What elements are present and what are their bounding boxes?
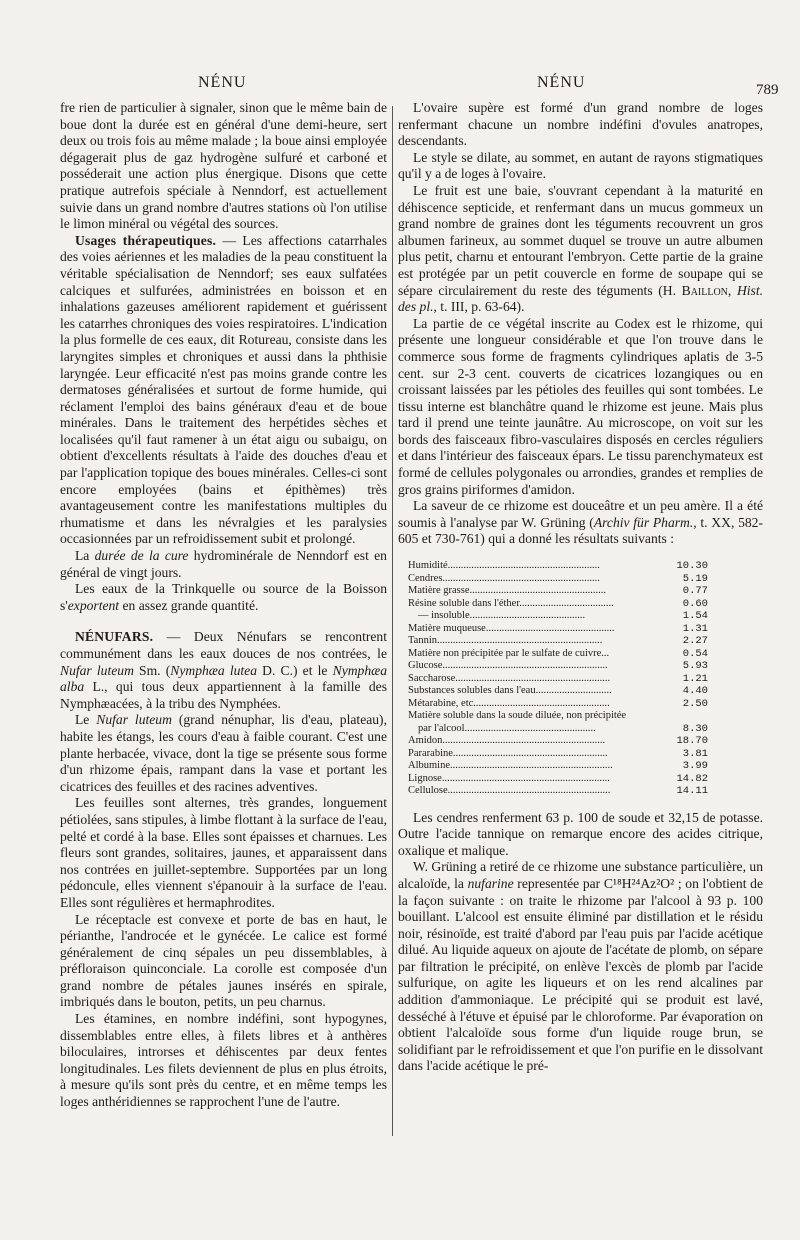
table-cell-value: 8.30 [682, 722, 708, 735]
italic-span: Hist. des pl. [398, 282, 763, 315]
table-cell-value: 14.82 [676, 772, 708, 785]
paragraph-fruit [398, 183, 763, 316]
table-cell-value: 5.19 [682, 572, 708, 585]
table-cell-value: 1.21 [682, 672, 708, 685]
paragraph-feuilles: Les feuilles sont alternes, très grandes, longuement pétiolées, sans stipules, à limbe flottant à la surface de l'eau, pelté et cordé à la base. Elles sont épaisses et charnues. Les fleurs sont grandes, solitaires, jaunes, et apparaissent dans nos contrées en juillet-septembre. Supportées par un long pédoncule, elles viennent s'épanouir à la surface de l'eau. Elles sont régulières et hermaphrodites. [60, 795, 387, 910]
table-row [408, 610, 708, 623]
table-cell-value: 3.81 [682, 747, 708, 760]
text-span: L., qui tous deux appartiennent à la famille des Nymphæacées, à la tribu des Nymphées. [60, 679, 387, 711]
paragraph-nufar-luteum [60, 712, 387, 795]
italic-span: nufarine [467, 875, 514, 891]
table-row [408, 698, 708, 711]
text-span: Le [75, 712, 97, 728]
table-row [408, 585, 708, 598]
paragraph-rhizome: La partie de ce végétal inscrite au Codex est le rhizome, qui présente une longueur considérable et que l'on trouve dans le commerce sous forme de fragments cylindriques aplatis de 3-5 cent. sur 2-3 cent. couverts de cicatrices lozangiques ou en croissant laissées par les pétioles des feuilles qui sont tombées. Le tissu interne est blanchâtre quand le rhizome est jeune. Mais plus tard il prend une teinte jaunâtre. Au microscope, on voit sur les bords des faisceaux fibro-vasculaires disposés en cercles réguliers et dans l'intérieur des faisceaux épars. Le tissu parenchymateux est formé de cellules polygonales ou arrondies, grandes et remplies de gros grains piriformes d'amidon. [398, 315, 763, 497]
italic-span: Nufar luteum [96, 712, 172, 728]
paragraph-bain-de-boue: fre rien de particulier à signaler, sinon que le même bain de boue dont la durée est en général d'une demi-heure, sert deux ou trois fois au même malade ; la boue ainsi employée dégagerait plus de gaz hydrogène sulfuré et carboné et posséderait une action plus énergique. Disons que cette pratique autrefois spéciale à Nenndorf, est actuellement suivie dans un grand nombre d'autres stations où l'on utilise le limon minéral ou végétal des sources. [60, 100, 387, 232]
text-span: La [75, 548, 95, 564]
table-row [408, 760, 708, 773]
table-cell-value: 1.31 [682, 622, 708, 635]
table-cell-value: 4.40 [682, 685, 708, 698]
paragraph-saveur [398, 498, 763, 548]
paragraph-style: Le style se dilate, au sommet, en autant de rayons stigmatiques qu'il y a de loges à l'ovaire. [398, 149, 763, 182]
table-cell-label: Amidon.............................................................. [408, 735, 606, 747]
table-cell-label: par l'alcool.................................................. [418, 722, 596, 734]
text-span: , t. III, p. 63-64). [433, 299, 525, 315]
text-span: Sm. ( [133, 662, 171, 678]
table-cell-value: 18.70 [676, 735, 708, 748]
italic-span: Nufar luteum [60, 662, 134, 678]
text-span: hydrominérale de Nenndorf est en général de vingt jours. [60, 548, 387, 580]
text-span: W. Grüning a retiré de ce rhizome une substance particulière, un alcaloïde, la [398, 859, 763, 891]
table-cell-value: 10.30 [676, 560, 708, 573]
table-cell-value: 2.27 [682, 635, 708, 648]
text-span: , t. XX, 582-605 et 730-761) qui a donné les résultats suivants : [398, 514, 763, 547]
left-column [60, 100, 387, 1111]
text-span: en assez grande quantité. [119, 597, 259, 613]
table-row [408, 673, 708, 686]
paragraph-nenufars [60, 629, 387, 712]
table-row [408, 685, 708, 698]
table-row [408, 723, 708, 736]
italic-span: exportent [67, 597, 120, 613]
text-span: representée par C¹⁸H²⁴Az²O² ; on l'obtient de la façon suivante : on traite le rhizome par l'alcool à 93 p. 100 bouillant. L'alcool est ensuite éliminé par distillation et le résidu noir, résinoïde, est traité d'abord par l'eau puis par l'acide acétique dilué. Au liquide aqueux on ajoute de l'acétate de plomb, on sépare par filtration le précipité, on enlève l'excès de plomb par l'acide sulfurique, on agite les liqueurs et on les rend alcalines par addition d'ammoniaque. Le précipité qui se produit est lavé, desséché à l'étuve et épuisé par le chloroforme. Par évaporation on obtient l'alcaloïde sous forme d'un liquide rouge brun, se solidifiant par le refroidissement et que l'on purifie en le dissolvant dans l'acide acétique le pré- [398, 875, 763, 1074]
right-running-head: NÉNU [537, 74, 586, 91]
table-row [408, 623, 708, 636]
italic-span: Archiv für Pharm. [593, 514, 694, 530]
italic-span: durée de la cure [94, 548, 189, 564]
table-cell-label: Tannin............................................................... [408, 635, 603, 647]
table-row [408, 773, 708, 786]
table-cell-value: 0.77 [682, 585, 708, 598]
text-span: La saveur de ce rhizome est douceâtre et un peu amère. Il a été soumis à l'analyse par W. Grüning ( [398, 498, 763, 530]
table-row [408, 660, 708, 673]
table-cell-label: Glucose............................................................... [408, 660, 608, 672]
table-cell-value: 0.60 [682, 597, 708, 610]
table-cell-value [676, 710, 708, 723]
table-cell-value: 5.93 [682, 660, 708, 673]
table-cell-label: Pararabine........................................................... [408, 747, 608, 759]
column-divider [392, 106, 393, 1136]
text-span: (grand nénuphar, lis d'eau, plateau), habite les étangs, les cours d'eau à faible courant. C'est une plante herbacée, vivace, dont la tige se présente sous forme d'un rhizome épais, rampant dans la vase et portant les cicatrices des feuilles et des racines adventives. [60, 712, 387, 794]
table-cell-value: 2.50 [682, 697, 708, 710]
table-cell-label: Saccharose........................................................... [408, 672, 611, 684]
table-cell-label: Lignose................................................................ [408, 772, 610, 784]
table-row [408, 710, 708, 723]
entry-heading-nenufars: NÉNUFARS. [75, 629, 154, 645]
table-row [408, 635, 708, 648]
text-span: D. C.) et le [257, 662, 333, 678]
table-cell-label: Cendres............................................................ [408, 572, 600, 584]
table-cell-value: 0.54 [682, 647, 708, 660]
page-number: 789 [756, 82, 779, 98]
table-cell-value: 3.99 [682, 760, 708, 773]
table-cell-label: Humidité.......................................................... [408, 560, 600, 572]
smallcaps-span: Baillon [681, 282, 728, 298]
table-row [408, 748, 708, 761]
table-cell-label: Cellulose.............................................................. [408, 785, 611, 797]
table-cell-label: Matière non précipitée par le sulfate de cuivre... [408, 647, 610, 659]
section-label-usages: Usages thérapeutiques. [75, 232, 217, 248]
usages-text: — Les affections catarrhales des voies aériennes et les maladies de la peau constituent la véritable spécialisation de Nenndorf; ses eaux sulfatées calciques et sulfurées, administrées en boisson et en inhalations gazeuses améliorent rapidement et guérissent les catarrhes chroniques des voies respiratoires. L'indication la plus formelle de ces eaux, dit Rotureau, consiste dans les laryngites simples et chroniques et aussi dans la phthisie laryngée. Leur efficacité n'est pas moins grande contre les dermatoses généralisées et surtout de forme humide, qui réclament l'emploi des bains généraux d'eau et de boue minérales. Dans le traitement des herpétides sèches et localisées qu'il faut ramener à un état aigu ou subaigu, on obtient d'excellents résultats à l'aide des douches d'eau et par l'application topique des boues minérales. Celles-ci sont encore employées (bains et épithèmes) très avantageusement contre les manifestations multiples du rhumatisme et dans les névralgies et les paralysies occasionnées par un refroidissement subit et prolongé. [60, 232, 387, 547]
table-cell-label: Matière muqueuse................................................. [408, 622, 615, 634]
paragraph-cendres: Les cendres renferment 63 p. 100 de soude et 32,15 de potasse. Outre l'acide tannique on remarque encore des acides citrique, oxalique et malique. [398, 809, 763, 858]
table-cell-label: Matière grasse.................................................... [408, 585, 607, 597]
table-cell-label: Résine soluble dans l'éther.................................... [408, 597, 614, 609]
paragraph-exportation [60, 581, 387, 614]
text-span: , [727, 282, 737, 298]
table-cell-label: Métarabine, etc.................................................... [408, 697, 610, 709]
paragraph-usages-therapeutiques [60, 233, 387, 548]
table-row [408, 560, 708, 573]
right-column [398, 100, 763, 1075]
table-row [408, 735, 708, 748]
paragraph-receptacle: Le réceptacle est convexe et porte de bas en haut, le périanthe, l'androcée et le gynécée. Le calice est formé généralement de cinq sépales un peu dissemblables, à préfloraison quinconciale. La corolle est composée d'un grand nombre de pétales jaunes insérés en spirale, imbriqués dans le bouton, petits, un peu charnus. [60, 911, 387, 1010]
paragraph-duree-cure [60, 548, 387, 581]
table-row [408, 785, 708, 798]
italic-span: Nymphæa alba [60, 662, 387, 695]
table-cell-label: Substances solubles dans l'eau............................. [408, 685, 612, 697]
table-row [408, 573, 708, 586]
table-cell-value: 14.11 [676, 785, 708, 798]
text-span: Le fruit est une baie, s'ouvrant cependant à la maturité en déhiscence septicide, et renfermant dans un mucus gommeux un grand nombre de graines dont les téguments recouvrent un gros albumen farineux, au sommet duquel se trouve un autre albumen plus petit, charnu et entourant l'embryon. Cette partie de la graine est protégée par un petit couvercle en forme de soupape qui se sépare circulairement du reste des téguments (H. [398, 182, 763, 298]
text-span: Les eaux de la Trinkquelle ou source de la Boisson s' [60, 581, 387, 613]
text-span: — Deux Nénufars se rencontrent communément dans les eaux douces de nos contrées, le [60, 629, 387, 661]
table-cell-label: Matière soluble dans la soude diluée, non précipitée [408, 710, 627, 722]
table-cell-value: 1.54 [682, 610, 708, 623]
paragraph-nufarine [398, 859, 763, 1075]
paragraph-ovaire: L'ovaire supère est formé d'un grand nombre de loges renfermant chacune un nombre indéfini d'ovules anatropes, descendants. [398, 100, 763, 149]
table-row [408, 648, 708, 661]
table-row [408, 598, 708, 611]
table-cell-label: — insoluble............................................ [418, 610, 586, 622]
italic-span: Nymphæa lutea [170, 662, 257, 678]
analysis-table [408, 560, 708, 798]
left-running-head: NÉNU [198, 74, 247, 91]
paragraph-etamines: Les étamines, en nombre indéfini, sont hypogynes, dissemblables entre elles, à filets libres et à anthères biloculaires, introrses et déhiscentes par deux fentes longitudinales. Les filets deviennent de plus en plus étroits, à mesure qu'ils sont près du centre, et en même temps les loges anthéridiennes se rapprochent l'une de l'autre. [60, 1011, 387, 1110]
table-cell-label: Albumine.............................................................. [408, 760, 613, 772]
